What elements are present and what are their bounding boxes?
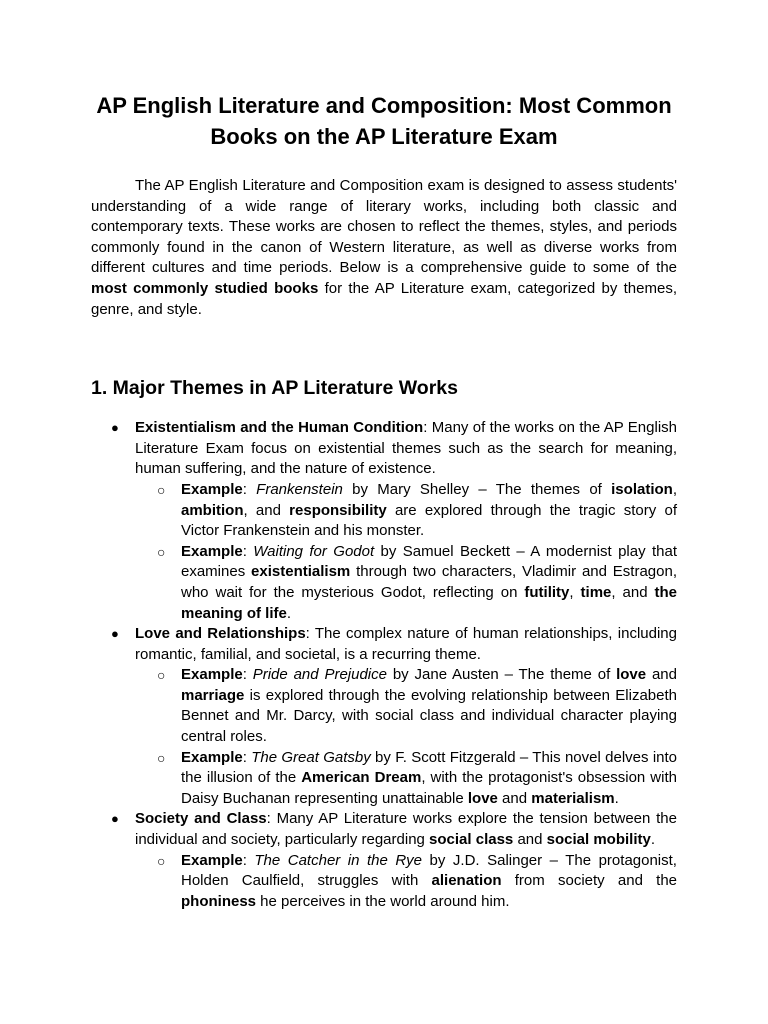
example-colon: : xyxy=(242,480,257,498)
example-colon: : xyxy=(242,748,252,766)
document-title: AP English Literature and Composition: Most Common Books on the AP Literature Exam xyxy=(96,93,672,149)
examples-list xyxy=(135,480,677,624)
book-title: Frankenstein xyxy=(256,480,343,498)
theme-item-existentialism xyxy=(91,418,677,624)
example-label: Example xyxy=(181,748,243,766)
theme-item-love-and-relationships xyxy=(91,624,677,809)
example-text: is explored through the evolving relationship between Elizabeth Bennet and Mr. Darcy, with social class and individual character playing central roles. xyxy=(181,686,677,746)
example-keyword: ambition xyxy=(181,501,244,519)
book-title: Pride and Prejudice xyxy=(252,666,387,684)
theme-keyword: social mobility xyxy=(546,831,651,849)
example-text: he perceives in the world around him. xyxy=(256,892,510,910)
example-text: . xyxy=(614,789,619,807)
theme-label: Society and Class xyxy=(135,810,267,828)
example-text: , with the protagonist's obsession with Daisy Buchanan representing unattainable xyxy=(181,769,677,807)
example-keyword: marriage xyxy=(181,686,245,704)
bullet-icon: ● xyxy=(111,420,119,436)
example-keyword: the meaning of life xyxy=(181,583,678,622)
theme-label: Love and Relationships xyxy=(135,625,306,643)
theme-description: : The complex nature of human relationships, including romantic, familial, and societal, is a recurring theme. xyxy=(135,625,677,663)
examples-list xyxy=(135,665,677,809)
example-text: , xyxy=(569,583,581,601)
example-text: by Samuel Beckett – A modernist play that examines xyxy=(181,542,677,581)
example-label: Example xyxy=(181,666,243,684)
theme-item-society-and-class xyxy=(91,809,677,912)
bullet-icon: ● xyxy=(111,626,119,642)
document-page xyxy=(91,90,677,912)
themes-list xyxy=(91,418,677,912)
example-keyword: American Dream xyxy=(301,769,422,787)
example-keyword: love xyxy=(616,666,647,684)
theme-label: Existentialism and the Human Condition xyxy=(135,419,424,437)
example-label: Example xyxy=(181,480,243,498)
intro-text-end: for the AP Literature exam, categorized by themes, genre, and style. xyxy=(91,279,677,318)
example-text: , and xyxy=(611,583,655,601)
example-keyword: time xyxy=(580,583,612,601)
example-text: through two characters, Vladimir and Estragon, who wait for the mysterious Godot, reflecting on xyxy=(181,563,677,601)
example-item-waiting-for-godot xyxy=(135,542,677,624)
example-text: and xyxy=(646,666,677,684)
example-keyword: responsibility xyxy=(289,501,387,519)
example-item-frankenstein xyxy=(135,480,677,542)
theme-description: : Many AP Literature works explore the tension between the individual and society, particularly regarding xyxy=(135,810,677,849)
bullet-icon: ● xyxy=(111,811,119,827)
theme-description: : Many of the works on the AP English Literature Exam focus on existential themes such as the search for meaning, human suffering, and the nature of existence. xyxy=(135,419,677,478)
intro-bold-phrase: most commonly studied books xyxy=(91,279,319,297)
section-heading: 1. Major Themes in AP Literature Works xyxy=(91,377,458,400)
example-text: by F. Scott Fitzgerald – This novel delves into the illusion of the xyxy=(181,748,677,787)
example-keyword: phoniness xyxy=(181,892,257,910)
example-keyword: existentialism xyxy=(251,563,351,581)
example-keyword: materialism xyxy=(531,789,615,807)
example-item-pride-and-prejudice xyxy=(135,665,677,747)
intro-paragraph xyxy=(91,176,677,320)
example-text: by Jane Austen – The theme of xyxy=(386,666,617,684)
circle-bullet-icon: ○ xyxy=(157,481,166,498)
examples-list xyxy=(135,851,677,913)
circle-bullet-icon: ○ xyxy=(157,852,166,869)
theme-keyword: social class xyxy=(429,831,514,849)
example-item-catcher-in-the-rye xyxy=(135,851,677,913)
example-text: , xyxy=(672,480,677,498)
book-title: The Great Gatsby xyxy=(251,748,371,766)
example-text: and xyxy=(497,789,532,807)
example-text: by J.D. Salinger – The protagonist, Holden Caulfield, struggles with xyxy=(181,851,677,890)
example-colon: : xyxy=(242,542,254,560)
example-colon: : xyxy=(242,851,255,869)
example-keyword: futility xyxy=(524,583,570,601)
theme-description: . xyxy=(650,831,656,849)
example-item-great-gatsby xyxy=(135,748,677,810)
book-title: The Catcher in the Rye xyxy=(254,851,423,869)
circle-bullet-icon: ○ xyxy=(157,543,166,560)
theme-description: and xyxy=(513,831,547,849)
example-text: from society and the xyxy=(501,872,677,890)
circle-bullet-icon: ○ xyxy=(157,667,166,684)
book-title: Waiting for Godot xyxy=(253,542,375,560)
intro-text: The AP English Literature and Composition exam is designed to assess students' understanding of a wide range of literary works, including both classic and contemporary texts. These works are chosen to reflect the themes, styles, and periods commonly found in the canon of Western literature, as well as diverse works from different cultures and time periods. Below is a comprehensive guide to some of the xyxy=(91,177,677,277)
example-label: Example xyxy=(181,851,243,869)
circle-bullet-icon: ○ xyxy=(157,749,166,766)
example-keyword: alienation xyxy=(431,872,502,890)
example-text: by Mary Shelley – The themes of xyxy=(342,480,612,498)
example-text: are explored through the tragic story of Victor Frankenstein and his monster. xyxy=(181,501,678,540)
example-text: . xyxy=(286,604,292,622)
example-label: Example xyxy=(181,542,243,560)
example-colon: : xyxy=(242,666,253,684)
example-keyword: isolation xyxy=(611,480,673,498)
example-keyword: love xyxy=(467,789,498,807)
example-text: , and xyxy=(243,501,290,519)
